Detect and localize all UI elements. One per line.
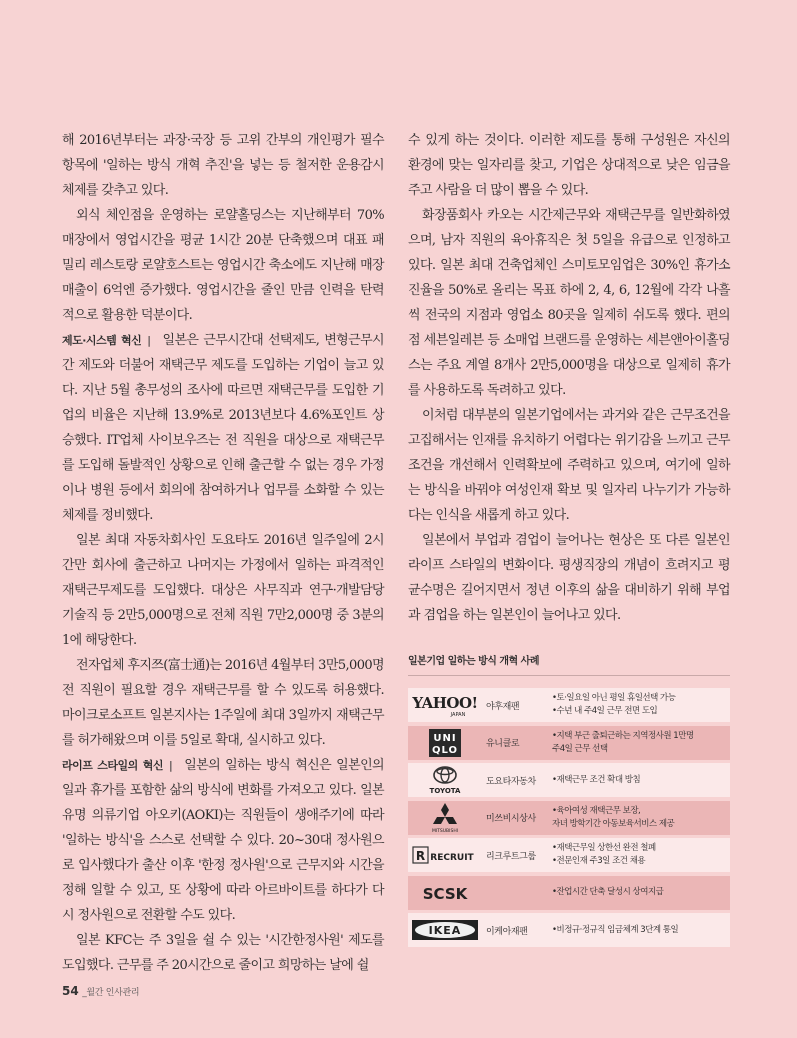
- table-title: 일본기업 일하는 방식 개혁 사례: [408, 652, 730, 676]
- svg-text:JAPAN: JAPAN: [450, 712, 466, 718]
- company-name: 이케아재팬: [486, 926, 528, 937]
- uniqlo-logo: [410, 729, 480, 757]
- svg-text:TOYOTA: TOYOTA: [429, 787, 461, 795]
- svg-text:SCSK: SCSK: [422, 884, 468, 903]
- table-row: [408, 801, 730, 835]
- ikea-logo: [410, 916, 480, 944]
- toyota-logo: [410, 766, 480, 794]
- cases-table: [408, 652, 730, 951]
- case-description: •잔업시간 단축 달성시 상여지급: [552, 887, 664, 897]
- case-description: •육아여성 재택근무 보장, 자녀 방학기간 아동보육서비스 제공: [552, 805, 675, 829]
- paragraph-text: 일본의 일하는 방식 혁신은 일본인의 일과 휴가를 포함한 삶의 방식에 변화를 가져오고 있다. 일본 유명 의류기업 아오키(AOKI)는 직원들이 생애주기에 따라 '일하는 방식'을 스스로 선택할 수 있다. 20~30대 정사원으로 입사했다가 출산 이후 '한정 정사원'으로 근무지와 시간을 정해 일할 수 있고, 또 상황에 따라 아르바이트를 하다가 다시 정사원으로 전환할 수도 있다.: [62, 758, 385, 923]
- case-description: •비정규·정규직 임금체계 3단계 통일: [552, 924, 679, 935]
- paragraph: 일본 KFC는 주 3일을 쉴 수 있는 '시간한정사원' 제도를 도입했다. 근무를 주 20시간으로 줄이고 희망하는 날에 쉴: [62, 933, 384, 973]
- case-description: •재택근무일 상한선 완전 철폐 •전문인재 주3일 조건 채용: [552, 843, 656, 866]
- case-description: •토·일요일 아닌 평일 휴일선택 가능 •수년 내 주4일 근무 전면 도입: [552, 693, 676, 716]
- company-name: 유니클로: [486, 739, 520, 749]
- paragraph: 수 있게 하는 것이다. 이러한 제도를 통해 구성원은 자신의 환경에 맞는 일자리를 찾고, 기업은 상대적으로 낮은 임금을 주고 사람을 더 많이 뽑을 수 있다.: [408, 133, 730, 198]
- paragraph-text: 일본은 근무시간대 선택제도, 변형근무시간 제도와 더불어 재택근무 제도를 도입하는 기업이 늘고 있다. 지난 5월 총무성의 조사에 따르면 재택근무를 도입한 기업의 비율은 지난해 13.9%로 2013년보다 4.6%포인트 상승했다. IT업체 사이보우즈는 전 직원을 대상으로 재택근무를 도입해 돌발적인 상황으로 인해 출근할 수 없는 경우 가정이나 병원 등에서 회의에 참여하거나 업무를 소화할 수 있는 체제를 정비했다.: [62, 333, 385, 523]
- page-number: 54: [62, 984, 79, 998]
- case-description: •지택 부근 출퇴근하는 지역정사원 1만명 주4일 근무 선택: [552, 730, 694, 754]
- table-row: [408, 763, 730, 797]
- paragraph: 해 2016년부터는 과장·국장 등 고위 간부의 개인평가 필수 항목에 '일하는 방식 개혁 추진'을 넣는 등 철저한 운용감시 체제를 갖추고 있다.: [62, 133, 384, 198]
- yahoo-japan-logo: [410, 691, 480, 719]
- page-footer: [62, 984, 139, 998]
- scsk-logo: [410, 879, 480, 907]
- table-row: [408, 838, 730, 872]
- svg-text:RECRUIT: RECRUIT: [430, 853, 474, 863]
- svg-text:R: R: [415, 849, 426, 863]
- paragraph: 전자업체 후지쯔(富士通)는 2016년 4월부터 3만5,000명 전 직원이 필요할 경우 재택근무를 할 수 있도록 허용했다. 마이크로소프트 일본지사는 1주일에 최대 3일까지 재택근무를 허가해왔으며 이를 5일로 확대, 실시하고 있다.: [62, 658, 384, 748]
- svg-text:IKEA: IKEA: [428, 924, 462, 937]
- mitsubishi-logo: [410, 804, 480, 832]
- svg-text:MITSUBISHI: MITSUBISHI: [431, 828, 459, 834]
- table-row: [408, 726, 730, 760]
- section-subhead: 제도·시스템 혁신 |: [62, 334, 151, 347]
- paragraph: 화장품회사 카오는 시간제근무와 재택근무를 일반화하였으며, 남자 직원의 육아휴직은 첫 5일을 유급으로 인정하고 있다. 일본 최대 건축업체인 스미토모임업은 30%인 휴가소진율을 50%로 올리는 목표 하에 2, 4, 6, 12월에 각각 나흘씩 전국의 지점과 영업소 80곳을 일제히 쉬도록 했다. 편의점 세븐일레븐 등 소매업 브랜드를 운영하는 세븐앤아이홀딩스는 주요 계열 8개사 2만5,000명을 대상으로 일제히 휴가를 사용하도록 독려하고 있다.: [408, 208, 730, 398]
- table-row: [408, 913, 730, 947]
- svg-text:UNI: UNI: [433, 732, 457, 744]
- recruit-logo: [410, 841, 480, 869]
- company-name: 야후재팬: [486, 701, 520, 712]
- company-name: 도요타자동차: [486, 776, 536, 787]
- paragraph: [62, 328, 384, 528]
- company-name: 리크루트그룹: [486, 851, 536, 862]
- section-subhead: 라이프 스타일의 혁신 |: [62, 759, 173, 772]
- left-column: [62, 128, 384, 978]
- table-row: [408, 688, 730, 722]
- svg-text:YAHOO!: YAHOO!: [412, 694, 478, 712]
- case-description: •재택근무 조건 확대 방침: [552, 774, 641, 785]
- table-row: [408, 876, 730, 910]
- company-name: 미쓰비시상사: [486, 814, 536, 824]
- paragraph: 이처럼 대부분의 일본기업에서는 과거와 같은 근무조건을 고집해서는 인재를 유치하기 어렵다는 위기감을 느끼고 근무조건을 개선해서 인력확보에 주력하고 있으며, 여기에 일하는 방식을 바꿔야 여성인재 확보 및 일자리 나누기가 가능하다는 인식을 새롭게 하고 있다.: [408, 408, 730, 523]
- paragraph: 일본에서 부업과 겸업이 늘어나는 현상은 또 다른 일본인 라이프 스타일의 변화이다. 평생직장의 개념이 흐려지고 평균수명은 길어지면서 정년 이후의 삶을 대비하기 위해 부업과 겸업을 하는 일본인이 늘어나고 있다.: [408, 533, 730, 623]
- right-column: [408, 128, 730, 628]
- paragraph: [62, 753, 384, 928]
- svg-text:QLO: QLO: [431, 744, 459, 756]
- publication-name: _월간 인사관리: [82, 988, 140, 998]
- paragraph: 외식 체인점을 운영하는 로얄홀딩스는 지난해부터 70% 매장에서 영업시간을 평균 1시간 20분 단축했으며 대표 패밀리 레스토랑 로얄호스트는 영업시간 축소에도 지난해 매장 매출이 6억엔 증가했다. 영업시간을 줄인 만큼 인력을 탄력적으로 활용한 덕분이다.: [62, 208, 384, 323]
- paragraph: 일본 최대 자동차회사인 도요타도 2016년 일주일에 2시간만 회사에 출근하고 나머지는 가정에서 일하는 파격적인 재택근무제도를 도입했다. 대상은 사무직과 연구·개발담당 기술직 등 2만5,000명으로 전체 직원 7만2,000명 중 3분의 1에 해당한다.: [62, 533, 384, 648]
